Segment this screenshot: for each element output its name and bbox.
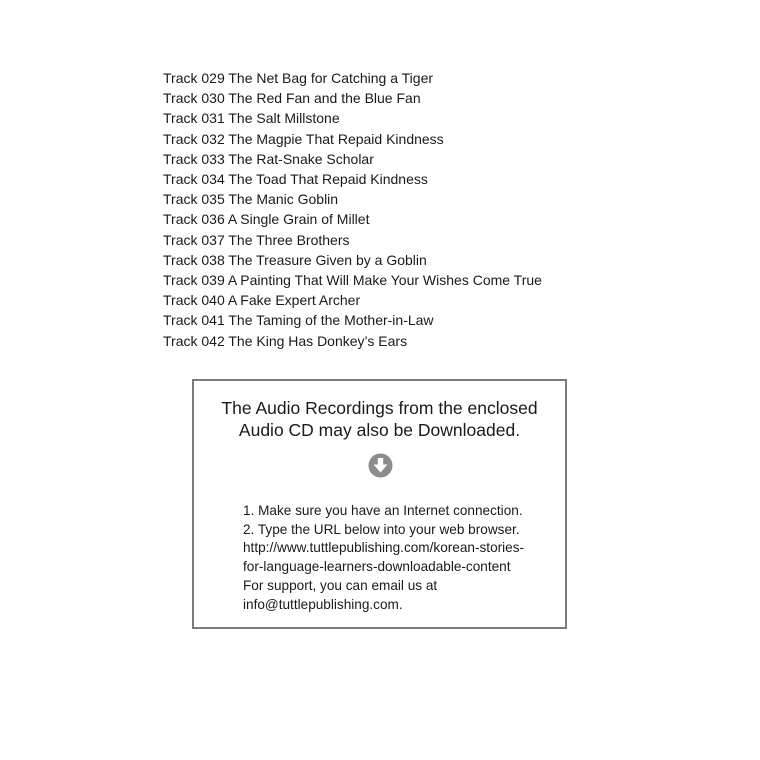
support-text: For support, you can email us at bbox=[243, 577, 438, 593]
track-item: Track 032 The Magpie That Repaid Kindness bbox=[163, 130, 444, 147]
track-item: Track 038 The Treasure Given by a Goblin bbox=[163, 251, 427, 268]
track-item: Track 033 The Rat-Snake Scholar bbox=[163, 150, 374, 167]
download-info-box bbox=[192, 379, 567, 629]
instruction-step-2: 2. Type the URL below into your web browser. bbox=[243, 521, 520, 537]
track-item: Track 031 The Salt Millstone bbox=[163, 110, 340, 127]
download-box-heading-line-2: Audio CD may also be Downloaded. bbox=[238, 420, 521, 440]
instruction-step-1: 1. Make sure you have an Internet connection. bbox=[243, 503, 523, 518]
track-item: Track 029 The Net Bag for Catching a Tiger bbox=[163, 70, 434, 86]
track-item: Track 039 A Painting That Will Make Your Wishes Come True bbox=[163, 272, 542, 289]
support-email: info@tuttlepublishing.com. bbox=[243, 596, 403, 612]
track-item: Track 042 The King Has Donkey’s Ears bbox=[163, 332, 408, 349]
download-instructions bbox=[243, 502, 524, 614]
track-item: Track 036 A Single Grain of Millet bbox=[163, 211, 370, 228]
track-item: Track 035 The Manic Goblin bbox=[163, 191, 339, 208]
download-url-line-1: http://www.tuttlepublishing.com/korean-stories- bbox=[243, 540, 525, 556]
track-item: Track 040 A Fake Expert Archer bbox=[163, 292, 361, 309]
track-list bbox=[163, 68, 542, 351]
track-item: Track 037 The Three Brothers bbox=[163, 231, 350, 248]
download-url-line-2: for-language-learners-downloadable-content bbox=[243, 559, 511, 575]
download-box-heading bbox=[194, 397, 565, 441]
download-box-heading-line-1: The Audio Recordings from the enclosed bbox=[221, 398, 538, 418]
track-item: Track 030 The Red Fan and the Blue Fan bbox=[163, 90, 421, 107]
download-arrow-icon bbox=[368, 453, 393, 478]
track-item: Track 041 The Taming of the Mother-in-Law bbox=[163, 312, 434, 329]
track-item: Track 034 The Toad That Repaid Kindness bbox=[163, 171, 428, 188]
